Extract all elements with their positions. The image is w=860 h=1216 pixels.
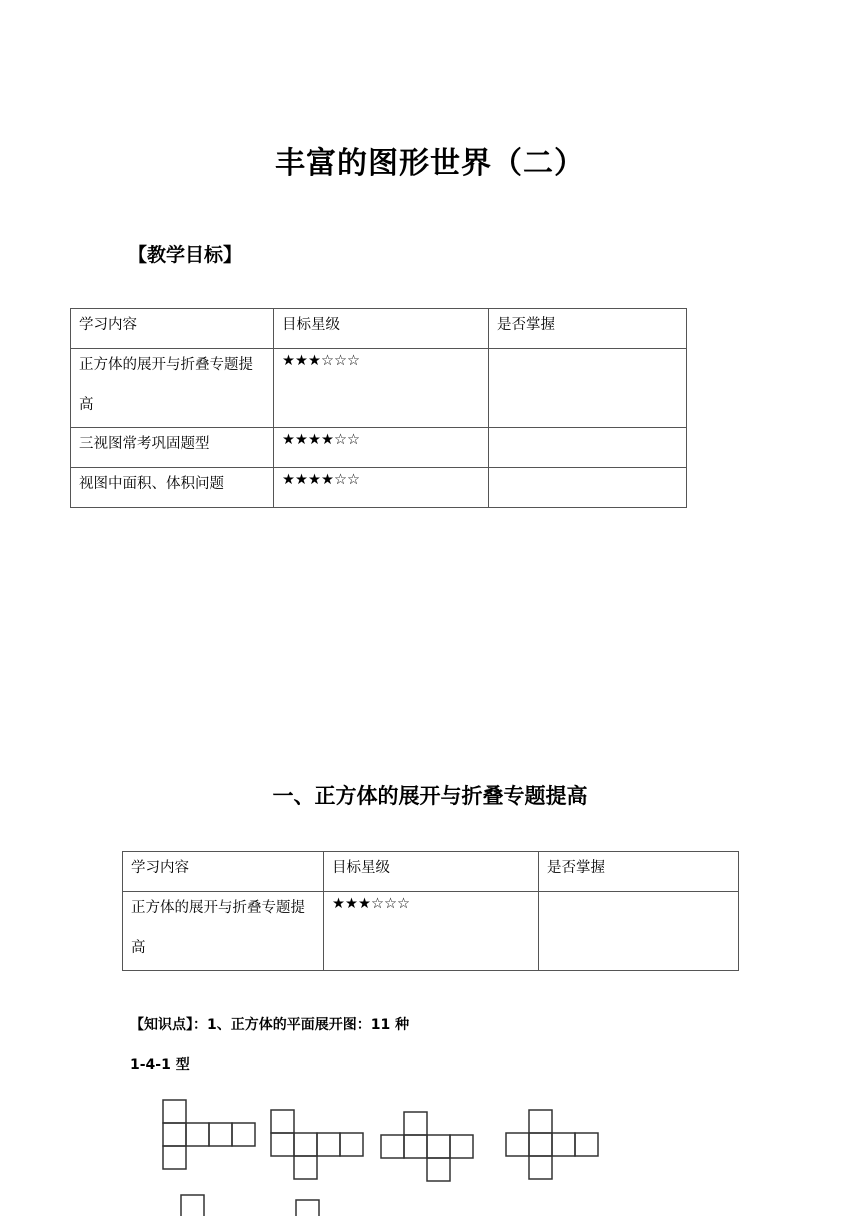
mastered-cell [489,428,687,468]
header-content: 学习内容 [71,309,274,349]
net-type-label: 1-4-1 型 [130,1057,190,1073]
stars-cell: ★★★☆☆☆ [324,892,539,971]
content-cell: 三视图常考巩固题型 [71,428,274,468]
table-header-row [123,852,739,892]
mastered-cell [489,349,687,428]
header-content: 学习内容 [123,852,324,892]
table-header-row [71,309,687,349]
cube-net [381,1112,473,1181]
page-title: 丰富的图形世界（二） [275,146,585,181]
content-cell: 视图中面积、体积问题 [71,468,274,508]
goal-heading: 【教学目标】 [128,244,243,266]
header-stars: 目标星级 [274,309,489,349]
table-row [123,892,739,971]
header-stars: 目标星级 [324,852,539,892]
content-cell [123,892,324,971]
section-goals-table [122,851,739,971]
table-row [71,468,687,508]
cube-net [271,1110,363,1179]
stars-cell: ★★★★☆☆ [274,428,489,468]
stars-cell: ★★★★☆☆ [274,468,489,508]
content-line: 正方体的展开与折叠专题提 [131,900,305,916]
header-mastered: 是否掌握 [539,852,739,892]
goals-table [70,308,687,508]
cube-net [296,1200,319,1216]
cube-nets-figure [0,1080,860,1216]
cube-net [181,1195,204,1216]
table-row [71,349,687,428]
stars-cell: ★★★☆☆☆ [274,349,489,428]
content-line: 正方体的展开与折叠专题提 [79,357,253,373]
cube-net [506,1110,598,1179]
section-heading: 一、正方体的展开与折叠专题提高 [272,784,588,808]
cube-net [163,1100,255,1169]
content-cell [71,349,274,428]
content-line: 高 [79,397,94,413]
header-mastered: 是否掌握 [489,309,687,349]
content-line: 高 [131,940,146,956]
mastered-cell [489,468,687,508]
table-row [71,428,687,468]
knowledge-point: 【知识点】：1、正方体的平面展开图：11 种 [130,1017,410,1033]
mastered-cell [539,892,739,971]
